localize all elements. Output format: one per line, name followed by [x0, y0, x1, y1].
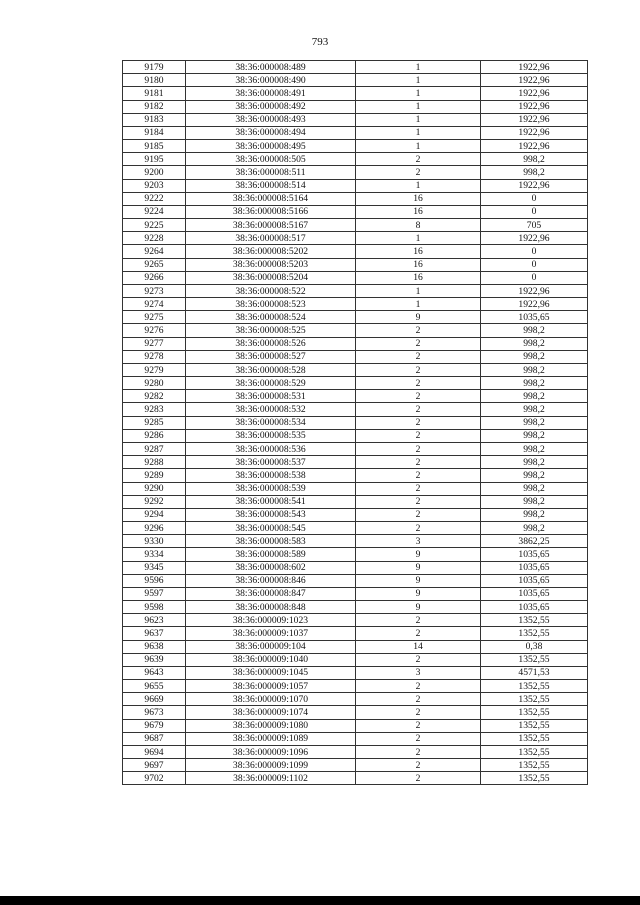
table-row [123, 680, 588, 693]
value-cell: 998,2 [481, 337, 588, 350]
cadastral-number-cell: 38:36:000008:589 [186, 548, 356, 561]
value-cell: 1352,55 [481, 772, 588, 785]
cadastral-number-cell: 38:36:000008:490 [186, 74, 356, 87]
category-cell: 2 [356, 403, 481, 416]
row-number-cell: 9222 [123, 192, 186, 205]
table-row [123, 271, 588, 284]
cadastral-number-cell: 38:36:000008:545 [186, 522, 356, 535]
category-cell: 2 [356, 456, 481, 469]
cadastral-number-cell: 38:36:000008:536 [186, 442, 356, 455]
value-cell: 705 [481, 219, 588, 232]
row-number-cell: 9294 [123, 508, 186, 521]
table-row [123, 508, 588, 521]
table-row [123, 522, 588, 535]
cadastral-number-cell: 38:36:000008:5164 [186, 192, 356, 205]
row-number-cell: 9265 [123, 258, 186, 271]
category-cell: 16 [356, 271, 481, 284]
category-cell: 2 [356, 745, 481, 758]
table-row [123, 126, 588, 139]
table-row [123, 693, 588, 706]
category-cell: 1 [356, 179, 481, 192]
category-cell: 2 [356, 719, 481, 732]
row-number-cell: 9655 [123, 680, 186, 693]
table-row [123, 561, 588, 574]
cadastral-number-cell: 38:36:000009:1080 [186, 719, 356, 732]
row-number-cell: 9289 [123, 469, 186, 482]
value-cell: 1352,55 [481, 745, 588, 758]
table-row [123, 232, 588, 245]
table-row [123, 653, 588, 666]
cadastral-number-cell: 38:36:000009:1040 [186, 653, 356, 666]
value-cell: 1922,96 [481, 100, 588, 113]
table-row [123, 442, 588, 455]
table-row [123, 390, 588, 403]
cadastral-number-cell: 38:36:000008:602 [186, 561, 356, 574]
value-cell: 1352,55 [481, 759, 588, 772]
cadastral-number-cell: 38:36:000008:534 [186, 416, 356, 429]
value-cell: 1922,96 [481, 140, 588, 153]
table-row [123, 587, 588, 600]
row-number-cell: 9673 [123, 706, 186, 719]
cadastral-number-cell: 38:36:000009:1099 [186, 759, 356, 772]
value-cell: 1035,65 [481, 587, 588, 600]
row-number-cell: 9279 [123, 363, 186, 376]
category-cell: 9 [356, 601, 481, 614]
table-row [123, 548, 588, 561]
value-cell: 998,2 [481, 403, 588, 416]
cadastral-number-cell: 38:36:000008:531 [186, 390, 356, 403]
value-cell: 998,2 [481, 377, 588, 390]
value-cell: 998,2 [481, 363, 588, 376]
category-cell: 1 [356, 61, 481, 74]
row-number-cell: 9697 [123, 759, 186, 772]
category-cell: 9 [356, 561, 481, 574]
row-number-cell: 9266 [123, 271, 186, 284]
value-cell: 1922,96 [481, 87, 588, 100]
cadastral-number-cell: 38:36:000008:5203 [186, 258, 356, 271]
row-number-cell: 9275 [123, 311, 186, 324]
value-cell: 0,38 [481, 640, 588, 653]
table-row [123, 284, 588, 297]
table-row [123, 535, 588, 548]
value-cell: 3862,25 [481, 535, 588, 548]
row-number-cell: 9274 [123, 298, 186, 311]
table-row [123, 574, 588, 587]
category-cell: 14 [356, 640, 481, 653]
category-cell: 9 [356, 311, 481, 324]
cadastral-number-cell: 38:36:000008:527 [186, 350, 356, 363]
category-cell: 1 [356, 232, 481, 245]
row-number-cell: 9228 [123, 232, 186, 245]
row-number-cell: 9598 [123, 601, 186, 614]
category-cell: 2 [356, 416, 481, 429]
row-number-cell: 9286 [123, 429, 186, 442]
value-cell: 1922,96 [481, 179, 588, 192]
category-cell: 16 [356, 192, 481, 205]
table-row [123, 403, 588, 416]
value-cell: 4571,53 [481, 666, 588, 679]
cadastral-number-cell: 38:36:000008:583 [186, 535, 356, 548]
cadastral-number-cell: 38:36:000008:523 [186, 298, 356, 311]
category-cell: 2 [356, 759, 481, 772]
category-cell: 3 [356, 535, 481, 548]
table-row [123, 205, 588, 218]
table-row [123, 87, 588, 100]
row-number-cell: 9292 [123, 495, 186, 508]
value-cell: 1922,96 [481, 126, 588, 139]
table-row [123, 61, 588, 74]
value-cell: 1922,96 [481, 284, 588, 297]
value-cell: 1035,65 [481, 311, 588, 324]
category-cell: 16 [356, 245, 481, 258]
parcel-table [122, 60, 588, 785]
category-cell: 2 [356, 363, 481, 376]
cadastral-number-cell: 38:36:000008:511 [186, 166, 356, 179]
row-number-cell: 9643 [123, 666, 186, 679]
category-cell: 2 [356, 772, 481, 785]
value-cell: 1352,55 [481, 614, 588, 627]
value-cell: 998,2 [481, 153, 588, 166]
cadastral-number-cell: 38:36:000009:1089 [186, 732, 356, 745]
table-row [123, 377, 588, 390]
row-number-cell: 9596 [123, 574, 186, 587]
cadastral-number-cell: 38:36:000008:847 [186, 587, 356, 600]
row-number-cell: 9264 [123, 245, 186, 258]
row-number-cell: 9183 [123, 113, 186, 126]
category-cell: 9 [356, 587, 481, 600]
cadastral-number-cell: 38:36:000008:541 [186, 495, 356, 508]
table-row [123, 745, 588, 758]
category-cell: 1 [356, 284, 481, 297]
value-cell: 0 [481, 271, 588, 284]
row-number-cell: 9224 [123, 205, 186, 218]
cadastral-number-cell: 38:36:000009:1102 [186, 772, 356, 785]
row-number-cell: 9225 [123, 219, 186, 232]
cadastral-number-cell: 38:36:000008:528 [186, 363, 356, 376]
row-number-cell: 9290 [123, 482, 186, 495]
row-number-cell: 9283 [123, 403, 186, 416]
cadastral-number-cell: 38:36:000009:104 [186, 640, 356, 653]
category-cell: 2 [356, 469, 481, 482]
value-cell: 998,2 [481, 522, 588, 535]
table-row [123, 140, 588, 153]
row-number-cell: 9345 [123, 561, 186, 574]
category-cell: 1 [356, 126, 481, 139]
cadastral-number-cell: 38:36:000009:1070 [186, 693, 356, 706]
row-number-cell: 9277 [123, 337, 186, 350]
cadastral-number-cell: 38:36:000008:505 [186, 153, 356, 166]
cadastral-number-cell: 38:36:000008:526 [186, 337, 356, 350]
value-cell: 1035,65 [481, 561, 588, 574]
row-number-cell: 9330 [123, 535, 186, 548]
table-row [123, 100, 588, 113]
row-number-cell: 9638 [123, 640, 186, 653]
value-cell: 0 [481, 205, 588, 218]
value-cell: 998,2 [481, 390, 588, 403]
category-cell: 9 [356, 548, 481, 561]
row-number-cell: 9273 [123, 284, 186, 297]
cadastral-number-cell: 38:36:000008:535 [186, 429, 356, 442]
table-row [123, 219, 588, 232]
table-row [123, 640, 588, 653]
table-row [123, 614, 588, 627]
row-number-cell: 9287 [123, 442, 186, 455]
value-cell: 998,2 [481, 350, 588, 363]
cadastral-number-cell: 38:36:000008:491 [186, 87, 356, 100]
table-row [123, 245, 588, 258]
category-cell: 2 [356, 442, 481, 455]
table-row [123, 337, 588, 350]
value-cell: 1922,96 [481, 113, 588, 126]
value-cell: 1035,65 [481, 548, 588, 561]
table-row [123, 456, 588, 469]
category-cell: 2 [356, 350, 481, 363]
table-row [123, 311, 588, 324]
row-number-cell: 9276 [123, 324, 186, 337]
value-cell: 998,2 [481, 442, 588, 455]
table-row [123, 759, 588, 772]
value-cell: 998,2 [481, 429, 588, 442]
value-cell: 998,2 [481, 456, 588, 469]
value-cell: 1352,55 [481, 680, 588, 693]
category-cell: 2 [356, 429, 481, 442]
value-cell: 1352,55 [481, 719, 588, 732]
value-cell: 998,2 [481, 166, 588, 179]
category-cell: 2 [356, 706, 481, 719]
row-number-cell: 9203 [123, 179, 186, 192]
cadastral-number-cell: 38:36:000009:1037 [186, 627, 356, 640]
table-row [123, 772, 588, 785]
cadastral-number-cell: 38:36:000009:1057 [186, 680, 356, 693]
category-cell: 1 [356, 74, 481, 87]
cadastral-number-cell: 38:36:000009:1074 [186, 706, 356, 719]
value-cell: 0 [481, 192, 588, 205]
table-row [123, 350, 588, 363]
category-cell: 2 [356, 166, 481, 179]
value-cell: 998,2 [481, 416, 588, 429]
table-row [123, 324, 588, 337]
cadastral-number-cell: 38:36:000008:537 [186, 456, 356, 469]
row-number-cell: 9296 [123, 522, 186, 535]
value-cell: 0 [481, 258, 588, 271]
table-row [123, 666, 588, 679]
row-number-cell: 9282 [123, 390, 186, 403]
cadastral-number-cell: 38:36:000008:524 [186, 311, 356, 324]
value-cell: 1922,96 [481, 232, 588, 245]
row-number-cell: 9334 [123, 548, 186, 561]
row-number-cell: 9200 [123, 166, 186, 179]
cadastral-number-cell: 38:36:000008:532 [186, 403, 356, 416]
table-row [123, 258, 588, 271]
category-cell: 16 [356, 258, 481, 271]
cadastral-number-cell: 38:36:000009:1045 [186, 666, 356, 679]
category-cell: 1 [356, 87, 481, 100]
category-cell: 2 [356, 653, 481, 666]
value-cell: 1352,55 [481, 693, 588, 706]
table-row [123, 74, 588, 87]
cadastral-number-cell: 38:36:000008:538 [186, 469, 356, 482]
row-number-cell: 9597 [123, 587, 186, 600]
table-row [123, 495, 588, 508]
table-body [123, 61, 588, 785]
category-cell: 2 [356, 508, 481, 521]
cadastral-number-cell: 38:36:000008:5166 [186, 205, 356, 218]
table-row [123, 363, 588, 376]
row-number-cell: 9687 [123, 732, 186, 745]
cadastral-number-cell: 38:36:000008:514 [186, 179, 356, 192]
cadastral-number-cell: 38:36:000008:5202 [186, 245, 356, 258]
cadastral-number-cell: 38:36:000008:543 [186, 508, 356, 521]
category-cell: 9 [356, 574, 481, 587]
category-cell: 2 [356, 522, 481, 535]
bottom-edge-bar [0, 896, 640, 905]
table-row [123, 706, 588, 719]
cadastral-number-cell: 38:36:000008:5167 [186, 219, 356, 232]
row-number-cell: 9285 [123, 416, 186, 429]
cadastral-number-cell: 38:36:000008:525 [186, 324, 356, 337]
value-cell: 998,2 [481, 508, 588, 521]
value-cell: 1922,96 [481, 298, 588, 311]
cadastral-number-cell: 38:36:000008:522 [186, 284, 356, 297]
category-cell: 2 [356, 693, 481, 706]
cadastral-number-cell: 38:36:000008:494 [186, 126, 356, 139]
row-number-cell: 9639 [123, 653, 186, 666]
cadastral-number-cell: 38:36:000008:846 [186, 574, 356, 587]
value-cell: 998,2 [481, 482, 588, 495]
table-row [123, 298, 588, 311]
row-number-cell: 9182 [123, 100, 186, 113]
category-cell: 2 [356, 390, 481, 403]
table-row [123, 469, 588, 482]
row-number-cell: 9702 [123, 772, 186, 785]
cadastral-number-cell: 38:36:000008:539 [186, 482, 356, 495]
value-cell: 1035,65 [481, 601, 588, 614]
table-row [123, 732, 588, 745]
value-cell: 0 [481, 245, 588, 258]
cadastral-number-cell: 38:36:000009:1096 [186, 745, 356, 758]
table-row [123, 482, 588, 495]
value-cell: 1922,96 [481, 61, 588, 74]
row-number-cell: 9679 [123, 719, 186, 732]
cadastral-number-cell: 38:36:000009:1023 [186, 614, 356, 627]
table-row [123, 627, 588, 640]
category-cell: 2 [356, 614, 481, 627]
category-cell: 2 [356, 495, 481, 508]
cadastral-number-cell: 38:36:000008:493 [186, 113, 356, 126]
category-cell: 8 [356, 219, 481, 232]
row-number-cell: 9288 [123, 456, 186, 469]
category-cell: 2 [356, 680, 481, 693]
value-cell: 1352,55 [481, 732, 588, 745]
row-number-cell: 9278 [123, 350, 186, 363]
category-cell: 2 [356, 482, 481, 495]
category-cell: 1 [356, 113, 481, 126]
value-cell: 1922,96 [481, 74, 588, 87]
table-row [123, 166, 588, 179]
row-number-cell: 9179 [123, 61, 186, 74]
cadastral-number-cell: 38:36:000008:517 [186, 232, 356, 245]
table-row [123, 153, 588, 166]
cadastral-number-cell: 38:36:000008:495 [186, 140, 356, 153]
category-cell: 2 [356, 732, 481, 745]
value-cell: 1352,55 [481, 627, 588, 640]
row-number-cell: 9623 [123, 614, 186, 627]
cadastral-number-cell: 38:36:000008:5204 [186, 271, 356, 284]
row-number-cell: 9669 [123, 693, 186, 706]
cadastral-number-cell: 38:36:000008:492 [186, 100, 356, 113]
table-row [123, 113, 588, 126]
cadastral-number-cell: 38:36:000008:529 [186, 377, 356, 390]
table-row [123, 429, 588, 442]
table-row [123, 601, 588, 614]
category-cell: 2 [356, 627, 481, 640]
category-cell: 2 [356, 153, 481, 166]
category-cell: 1 [356, 298, 481, 311]
value-cell: 998,2 [481, 495, 588, 508]
row-number-cell: 9694 [123, 745, 186, 758]
category-cell: 1 [356, 100, 481, 113]
value-cell: 1352,55 [481, 653, 588, 666]
category-cell: 2 [356, 324, 481, 337]
category-cell: 1 [356, 140, 481, 153]
row-number-cell: 9181 [123, 87, 186, 100]
category-cell: 16 [356, 205, 481, 218]
row-number-cell: 9185 [123, 140, 186, 153]
row-number-cell: 9195 [123, 153, 186, 166]
table-row [123, 192, 588, 205]
value-cell: 1352,55 [481, 706, 588, 719]
category-cell: 2 [356, 337, 481, 350]
value-cell: 1035,65 [481, 574, 588, 587]
category-cell: 3 [356, 666, 481, 679]
row-number-cell: 9280 [123, 377, 186, 390]
value-cell: 998,2 [481, 324, 588, 337]
category-cell: 2 [356, 377, 481, 390]
table-row [123, 179, 588, 192]
cadastral-number-cell: 38:36:000008:489 [186, 61, 356, 74]
row-number-cell: 9180 [123, 74, 186, 87]
page-number: 793 [311, 36, 329, 48]
cadastral-number-cell: 38:36:000008:848 [186, 601, 356, 614]
row-number-cell: 9184 [123, 126, 186, 139]
table-row [123, 719, 588, 732]
row-number-cell: 9637 [123, 627, 186, 640]
table-row [123, 416, 588, 429]
value-cell: 998,2 [481, 469, 588, 482]
